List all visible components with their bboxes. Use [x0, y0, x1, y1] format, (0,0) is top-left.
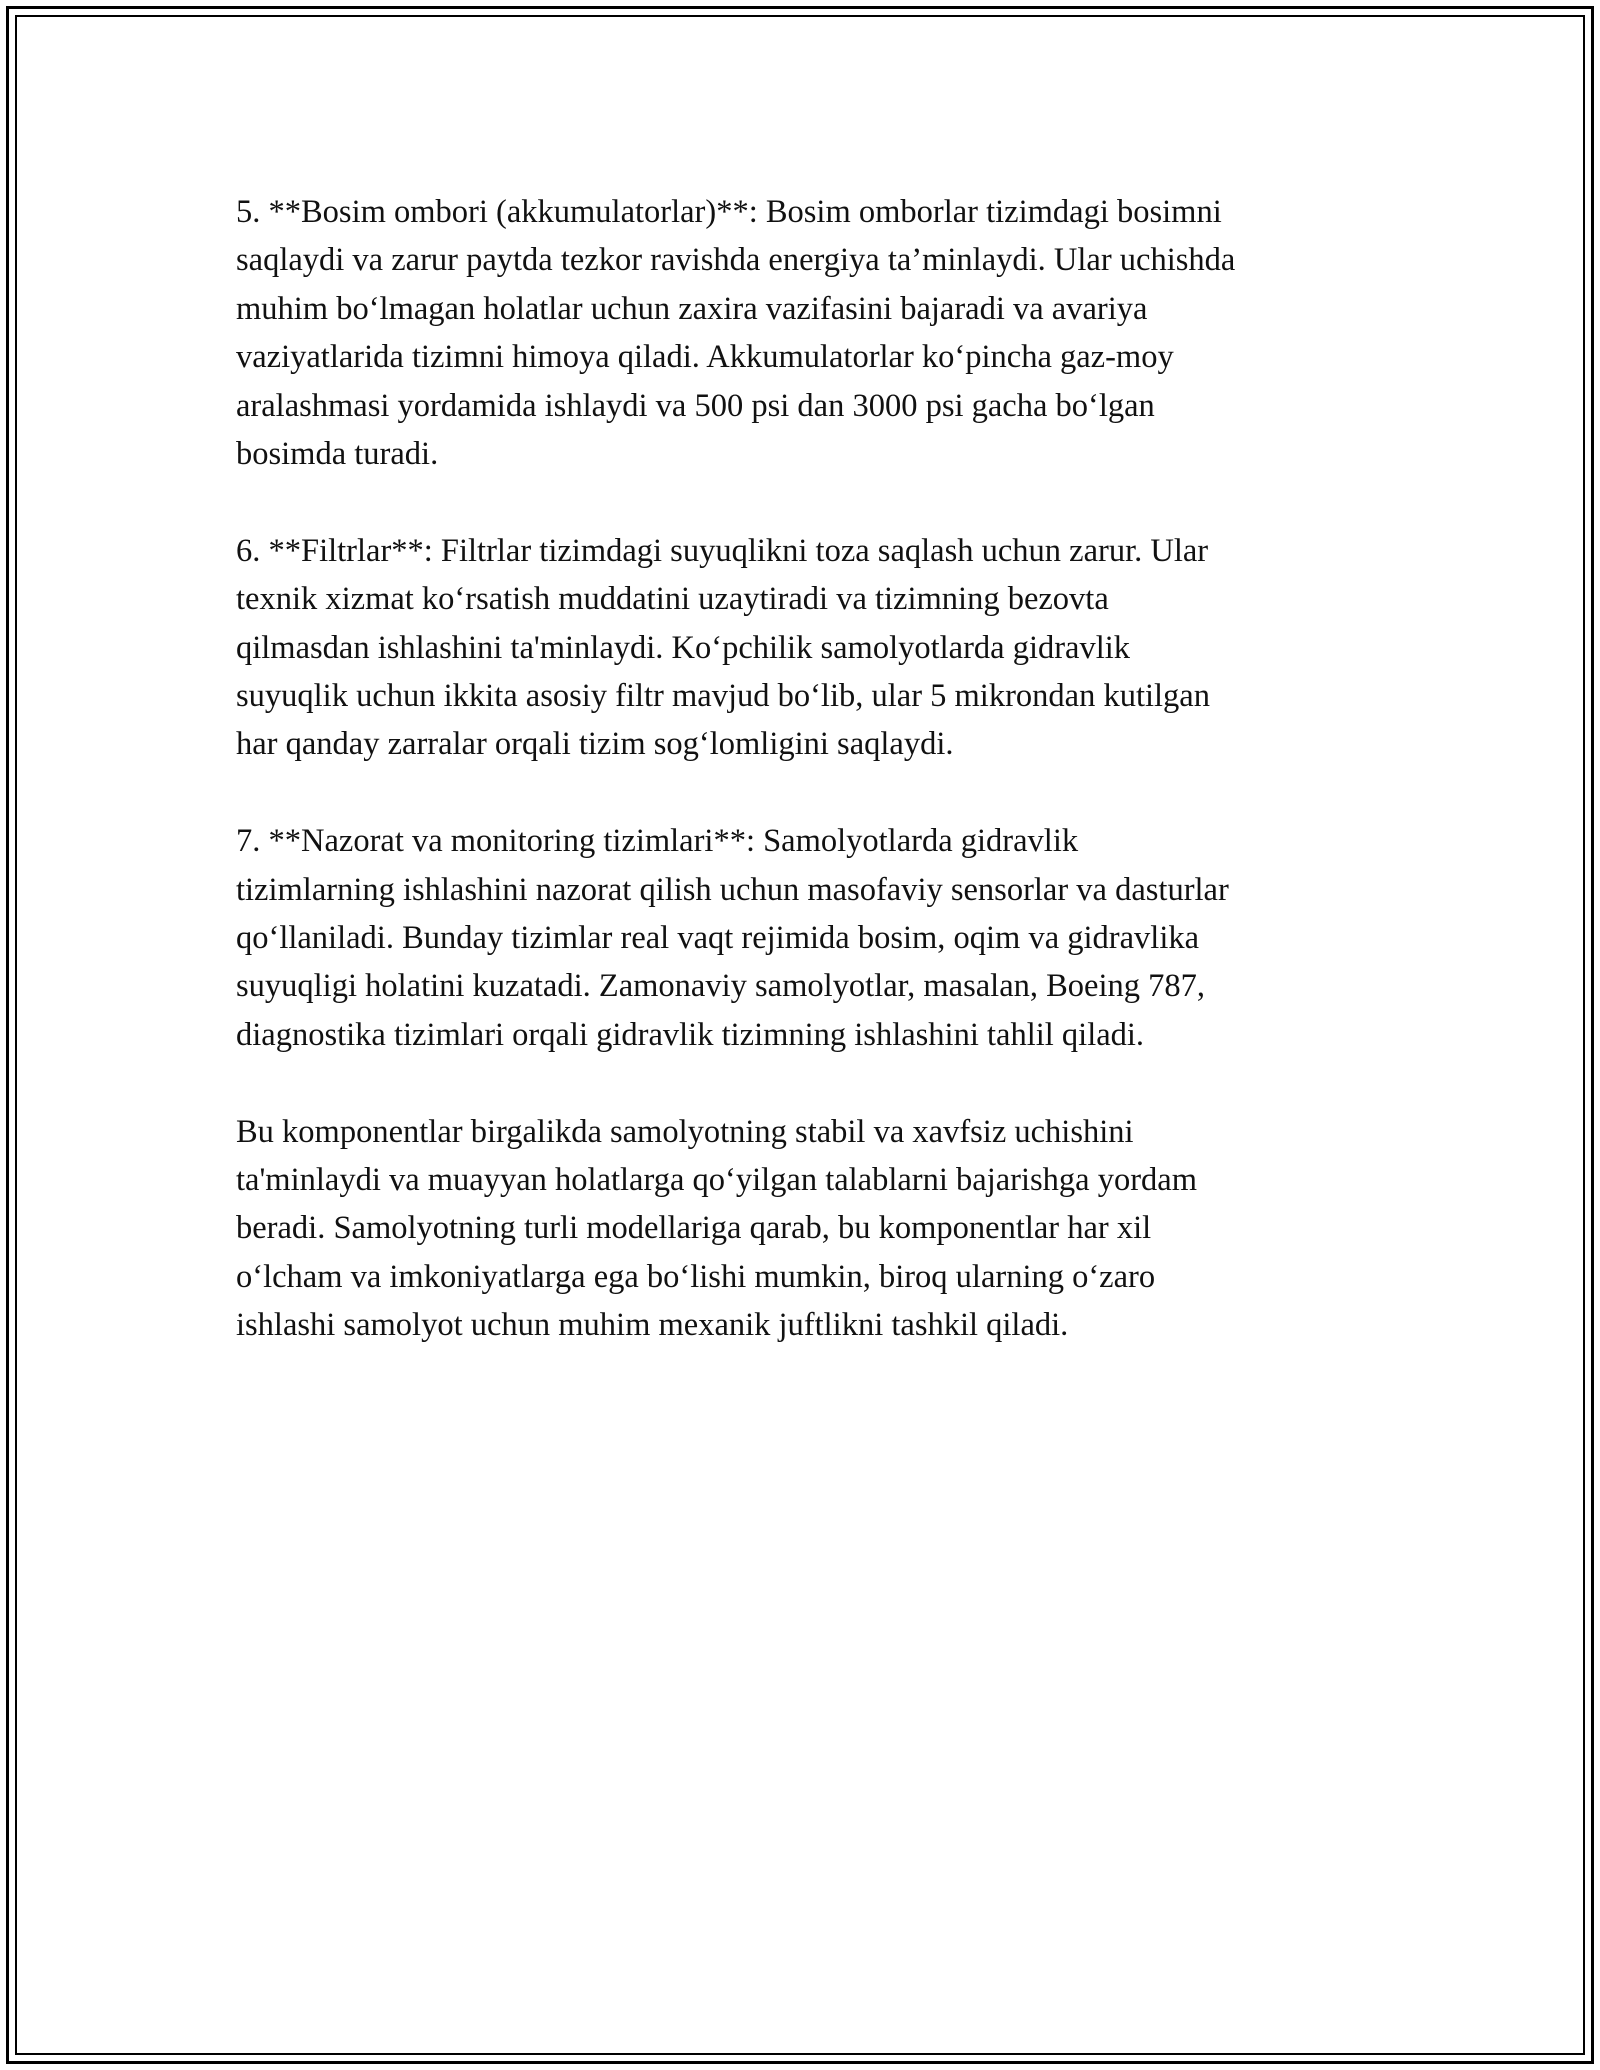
paragraph-conclusion [236, 1108, 1396, 1350]
text-line: ta'minlaydi va muayyan holatlarga qo‘yilgan talablarni bajarishga yordam [236, 1162, 1197, 1199]
text-line: tizimlarning ishlashini nazorat qilish uchun masofaviy sensorlar va dasturlar [236, 871, 1229, 908]
text-line: 7. **Nazorat va monitoring tizimlari**: Samolyotlarda gidravlik [236, 823, 1079, 860]
text-line: muhim bo‘lmagan holatlar uchun zaxira vazifasini bajaradi va avariya [236, 290, 1148, 327]
paragraph-monitoring [236, 817, 1396, 1059]
text-line: texnik xizmat ko‘rsatish muddatini uzaytiradi va tizimning bezovta [236, 581, 1109, 618]
text-line: vaziyatlarida tizimni himoya qiladi. Akkumulatorlar ko‘pincha gaz-moy [236, 339, 1174, 376]
text-line: o‘lcham va imkoniyatlarga ega bo‘lishi mumkin, biroq ularning o‘zaro [236, 1258, 1156, 1295]
text-line: aralashmasi yordamida ishlaydi va 500 psi dan 3000 psi gacha bo‘lgan [236, 387, 1155, 424]
text-line: suyuqlik uchun ikkita asosiy filtr mavjud bo‘lib, ular 5 mikrondan kutilgan [236, 678, 1210, 715]
text-line: ishlashi samolyot uchun muhim mexanik juftlikni tashkil qiladi. [236, 1307, 1069, 1344]
text-line: diagnostika tizimlari orqali gidravlik tizimning ishlashini tahlil qiladi. [236, 1016, 1145, 1053]
text-line: saqlaydi va zarur paytda tezkor ravishda energiya ta’minlaydi. Ular uchishda [236, 242, 1236, 279]
document-body [236, 188, 1396, 1398]
paragraph-accumulators [236, 188, 1396, 478]
text-line: qo‘llaniladi. Bunday tizimlar real vaqt rejimida bosim, oqim va gidravlika [236, 920, 1200, 957]
text-line: qilmasdan ishlashini ta'minlaydi. Ko‘pchilik samolyotlarda gidravlik [236, 629, 1131, 666]
text-line: har qanday zarralar orqali tizim sog‘lomligini saqlaydi. [236, 726, 954, 763]
text-line: 6. **Filtrlar**: Filtrlar tizimdagi suyuqlikni toza saqlash uchun zarur. Ular [236, 532, 1209, 569]
text-line: beradi. Samolyotning turli modellariga qarab, bu komponentlar har xil [236, 1210, 1152, 1247]
text-line: bosimda turadi. [236, 436, 439, 473]
paragraph-filters [236, 527, 1396, 769]
text-line: suyuqligi holatini kuzatadi. Zamonaviy samolyotlar, masalan, Boeing 787, [236, 968, 1206, 1005]
text-line: 5. **Bosim ombori (akkumulatorlar)**: Bosim omborlar tizimdagi bosimni [236, 194, 1222, 230]
text-line: Bu komponentlar birgalikda samolyotning stabil va xavfsiz uchishini [236, 1113, 1134, 1150]
